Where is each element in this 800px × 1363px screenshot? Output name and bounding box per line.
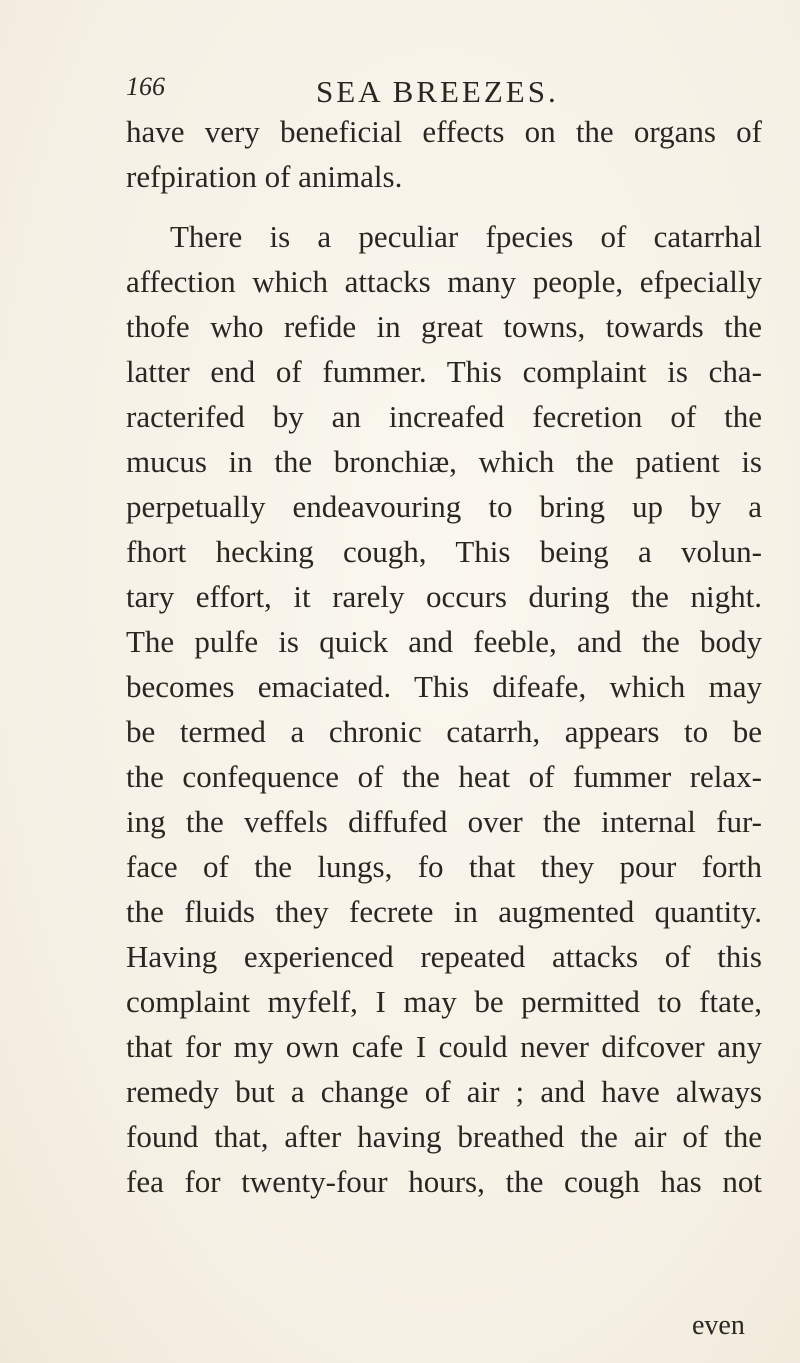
text-line: found that, after having breathed the air of the: [126, 1119, 762, 1154]
text-line: racterifed by an increafed fecretion of the: [126, 399, 762, 434]
text-line: fea for twenty-four hours, the cough has not: [126, 1164, 762, 1199]
text-line: face of the lungs, fo that they pour forth: [126, 849, 762, 884]
text-line: Having experienced repeated attacks of this: [126, 939, 762, 974]
text-line: tary effort, it rarely occurs during the night.: [126, 579, 762, 614]
text-line: perpetually endeavouring to bring up by a: [126, 489, 762, 524]
text-line: mucus in the bronchiæ, which the patient is: [126, 444, 762, 479]
text-line: thofe who refide in great towns, towards the: [126, 309, 762, 344]
text-line: refpiration of animals.: [126, 159, 403, 194]
running-title: SEA BREEZES.: [316, 74, 559, 109]
text-line: that for my own cafe I could never difcover any: [126, 1029, 762, 1064]
paragraph-first-line: There is a peculiar fpecies of catarrhal: [170, 219, 762, 254]
text-line: remedy but a change of air ; and have always: [126, 1074, 762, 1109]
text-line: affection which attacks many people, efpecially: [126, 264, 762, 299]
text-line: the confequence of the heat of fummer relax-: [126, 759, 762, 794]
text-line: be termed a chronic catarrh, appears to be: [126, 714, 762, 749]
page-number: 166: [126, 72, 165, 101]
text-line: complaint myfelf, I may be permitted to ftate,: [126, 984, 762, 1019]
text-line: the fluids they fecrete in augmented quantity.: [126, 894, 762, 929]
catchword: even: [692, 1310, 745, 1341]
text-line: becomes emaciated. This difeafe, which may: [126, 669, 762, 704]
text-line: The pulfe is quick and feeble, and the body: [126, 624, 762, 659]
text-line: latter end of fummer. This complaint is cha-: [126, 354, 762, 389]
text-line: fhort hecking cough, This being a volun-: [126, 534, 762, 569]
text-line: ing the veffels diffufed over the internal fur-: [126, 804, 762, 839]
text-line: have very beneficial effects on the organs of: [126, 114, 762, 149]
